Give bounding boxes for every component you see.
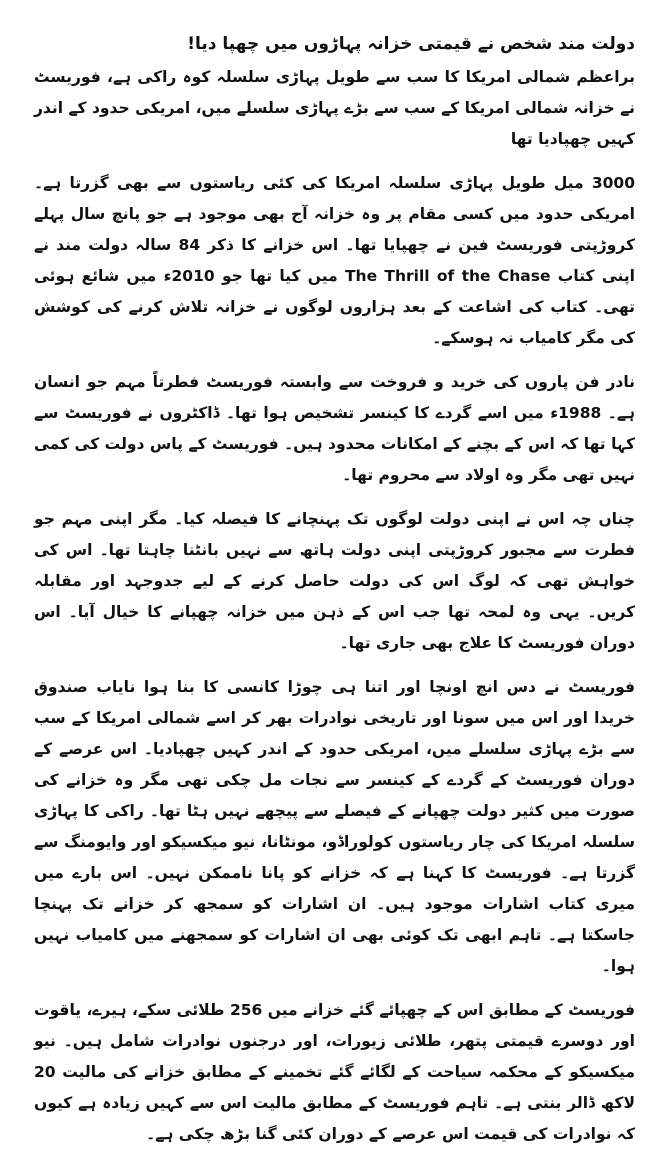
paragraph-2: 3000 میل طویل پہاڑی سلسلہ امریکا کی کئی ریاستوں سے بھی گزرتا ہے۔ امریکی حدود میں کسی مقام پر وہ خزانہ آج بھی موجود ہے جو پانچ سال پہلے کروڑپتی فوریسٹ فین نے چھپایا تھا۔ اس خزانے کا ذکر 84 سالہ دولت مند نے اپنی کتاب The Thrill of the Chase میں کیا تھا جو 2010ء میں شائع ہوئی تھی۔ کتاب کی اشاعت کے بعد ہزاروں لوگوں نے خزانہ تلاش کرنے کی کوشش کی مگر کامیاب نہ ہوسکے۔	[34, 174, 635, 347]
paragraph-5: فوریسٹ نے دس انچ اونچا اور اتنا ہی چوڑا کانسی کا بنا ہوا نایاب صندوق خریدا اور اس میں سونا اور تاریخی نوادرات بھر کر اسے شمالی امریکا کے سب سے بڑے پہاڑی سلسلے میں، امریکی حدود کے اندر کہیں چھپادیا۔ اس عرصے کے دوران فوریسٹ کے گردے کے کینسر سے نجات مل چکی تھی مگر وہ خزانے کی صورت میں کثیر دولت چھپانے کے فیصلے سے پیچھے نہیں ہٹا تھا۔ راکی کا پہاڑی سلسلہ امریکا کی چار ریاستوں کولوراڈو، مونٹانا، نیو میکسیکو اور وایومنگ سے گزرتا ہے۔ فوریسٹ کا کہنا ہے کہ خزانے کو پانا ناممکن نہیں۔ اس بارے میں میری کتاب اشارات موجود ہیں۔ ان اشارات کو سمجھ کر خزانے تک پہنچا جاسکتا ہے۔ تاہم ابھی تک کوئی بھی ان اشارات کو سمجھنے میں کامیاب نہیں ہوا۔	[34, 678, 635, 975]
paragraph-4: چناں چہ اس نے اپنی دولت لوگوں تک پہنچانے کا فیصلہ کیا۔ مگر اپنی مہم جو فطرت سے مجبور کروڑپتی اپنی دولت ہاتھ سے نہیں بانٹنا چاہتا تھا۔ اس کی خواہش تھی کہ لوگ اس کی دولت حاصل کرنے کے لیے جدوجہد اور مقابلہ کریں۔ یہی وہ لمحہ تھا جب اس کے ذہن میں خزانہ چھپانے کا خیال آیا۔ اس دوران فوریسٹ کا علاج بھی جاری تھا۔	[34, 510, 635, 652]
paragraph-3: نادر فن پاروں کی خرید و فروخت سے وابستہ فوریسٹ فطرتاً مہم جو انسان ہے۔ 1988ء میں اسے گردے کا کینسر تشخیص ہوا تھا۔ ڈاکٹروں نے فوریسٹ سے کہا تھا کہ اس کے بچنے کے امکانات محدود ہیں۔ فوریسٹ کے پاس دولت کی کمی نہیں تھی مگر وہ اولاد سے محروم تھا۔	[34, 373, 635, 484]
article-title: دولت مند شخص نے قیمتی خزانہ پہاڑوں میں چھپا دیا!	[187, 34, 635, 54]
paragraph-1: براعظم شمالی امریکا کا سب سے طویل پہاڑی سلسلہ کوہ راکی ہے، فوریسٹ نے خزانہ شمالی امریکا کے سب سے بڑے پہاڑی سلسلے میں، امریکی حدود کے اندر کہیں چھپادیا تھا	[34, 68, 635, 148]
paragraph-6: فوریسٹ کے مطابق اس کے چھپائے گئے خزانے میں 256 طلائی سکے، ہیرے، یاقوت اور دوسرے قیمتی پتھر، طلائی زیورات، اور درجنوں نوادرات شامل ہیں۔ نیو میکسیکو کے محکمہ سیاحت کے لگائے گئے تخمینے کے مطابق خزانے کی مالیت 20 لاکھ ڈالر بنتی ہے۔ تاہم فوریسٹ کے مطابق مالیت اس سے کہیں زیادہ ہے کیوں کہ نوادرات کی قیمت اس عرصے کے دوران کئی گنا بڑھ چکی ہے۔	[34, 1001, 635, 1143]
